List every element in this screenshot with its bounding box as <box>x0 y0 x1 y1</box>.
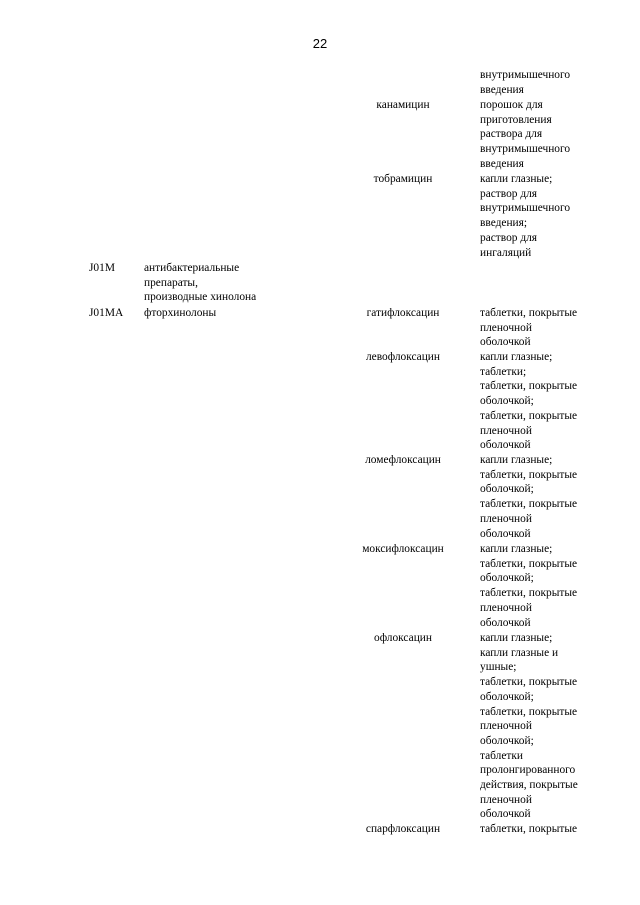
form-line: капли глазные; <box>480 173 553 185</box>
form-line: таблетки, покрытые <box>480 380 578 393</box>
description-line: антибактериальные <box>144 262 240 274</box>
form-line: внутримышечного <box>480 202 571 215</box>
drug-name: гатифлоксацин <box>366 307 440 319</box>
dosage-forms <box>480 306 577 350</box>
form-line: капли глазные; <box>480 351 553 363</box>
form-line: внутримышечного <box>480 69 571 81</box>
form-line: введения <box>480 157 524 170</box>
dosage-forms <box>480 453 577 541</box>
drug-name: канамицин <box>376 99 430 111</box>
form-line: оболочкой <box>480 616 531 629</box>
form-line: таблетки, покрытые <box>480 705 578 718</box>
dosage-forms <box>480 98 570 172</box>
description-line: фторхинолоны <box>144 307 217 319</box>
form-line: таблетки, покрытые <box>480 468 578 481</box>
form-line: таблетки, покрытые <box>480 676 578 689</box>
form-line: оболочкой; <box>480 690 534 703</box>
form-line: ушные; <box>480 661 517 674</box>
description-line: производные хинолона <box>144 291 257 304</box>
drug-name: офлоксацин <box>374 632 432 644</box>
dosage-forms <box>480 68 570 97</box>
form-line: пленочной <box>480 720 532 733</box>
drug-name: моксифлоксацин <box>362 543 444 555</box>
form-line: таблетки, покрытые <box>480 409 578 422</box>
form-line: таблетки, покрытые <box>480 557 578 570</box>
form-line: пленочной <box>480 512 532 525</box>
form-line: оболочкой <box>480 439 531 452</box>
form-line: порошок для <box>480 99 543 111</box>
form-line: оболочкой <box>480 527 531 540</box>
form-line: капли глазные; <box>480 454 553 466</box>
form-line: оболочкой; <box>480 395 534 408</box>
form-line: раствор для <box>480 187 538 200</box>
description-line: препараты, <box>144 276 198 289</box>
form-line: раствора для <box>480 128 543 141</box>
dosage-forms <box>480 350 577 453</box>
atc-code: J01M <box>89 262 115 274</box>
atc-description <box>144 261 256 305</box>
form-line: таблетки; <box>480 365 527 378</box>
drug-name: тобрамицин <box>373 173 433 185</box>
form-line: приготовления <box>480 113 552 126</box>
form-line: оболочкой; <box>480 734 534 747</box>
form-line: оболочкой; <box>480 483 534 496</box>
atc-description <box>144 306 216 321</box>
form-line: таблетки, покрытые <box>480 307 578 319</box>
form-line: оболочкой; <box>480 572 534 585</box>
form-line: капли глазные; <box>480 632 553 644</box>
form-line: капли глазные и <box>480 646 559 659</box>
form-line: пролонгированного <box>480 764 576 777</box>
drug-name: ломефлоксацин <box>365 454 441 466</box>
form-line: действия, покрытые <box>480 779 578 792</box>
form-line: введения; <box>480 217 528 230</box>
dosage-forms <box>480 542 577 630</box>
form-line: оболочкой <box>480 808 531 821</box>
form-line: оболочкой <box>480 336 531 349</box>
form-line: пленочной <box>480 424 532 437</box>
form-line: капли глазные; <box>480 543 553 555</box>
form-line: раствор для <box>480 231 538 244</box>
form-line: таблетки, покрытые <box>480 587 578 600</box>
atc-code: J01MA <box>89 307 124 319</box>
form-line: пленочной <box>480 321 532 334</box>
form-line: таблетки, покрытые <box>480 498 578 511</box>
page-number: 22 <box>312 36 328 51</box>
form-line: ингаляций <box>480 246 532 259</box>
form-line: пленочной <box>480 793 532 806</box>
form-line: внутримышечного <box>480 143 571 156</box>
form-line: введения <box>480 83 524 96</box>
drug-name: левофлоксацин <box>366 351 440 363</box>
dosage-forms <box>480 172 570 260</box>
form-line: таблетки <box>480 749 524 762</box>
dosage-forms <box>480 822 577 837</box>
drug-name: спарфлоксацин <box>365 823 441 835</box>
form-line: таблетки, покрытые <box>480 823 578 835</box>
form-line: пленочной <box>480 601 532 614</box>
dosage-forms <box>480 631 578 822</box>
